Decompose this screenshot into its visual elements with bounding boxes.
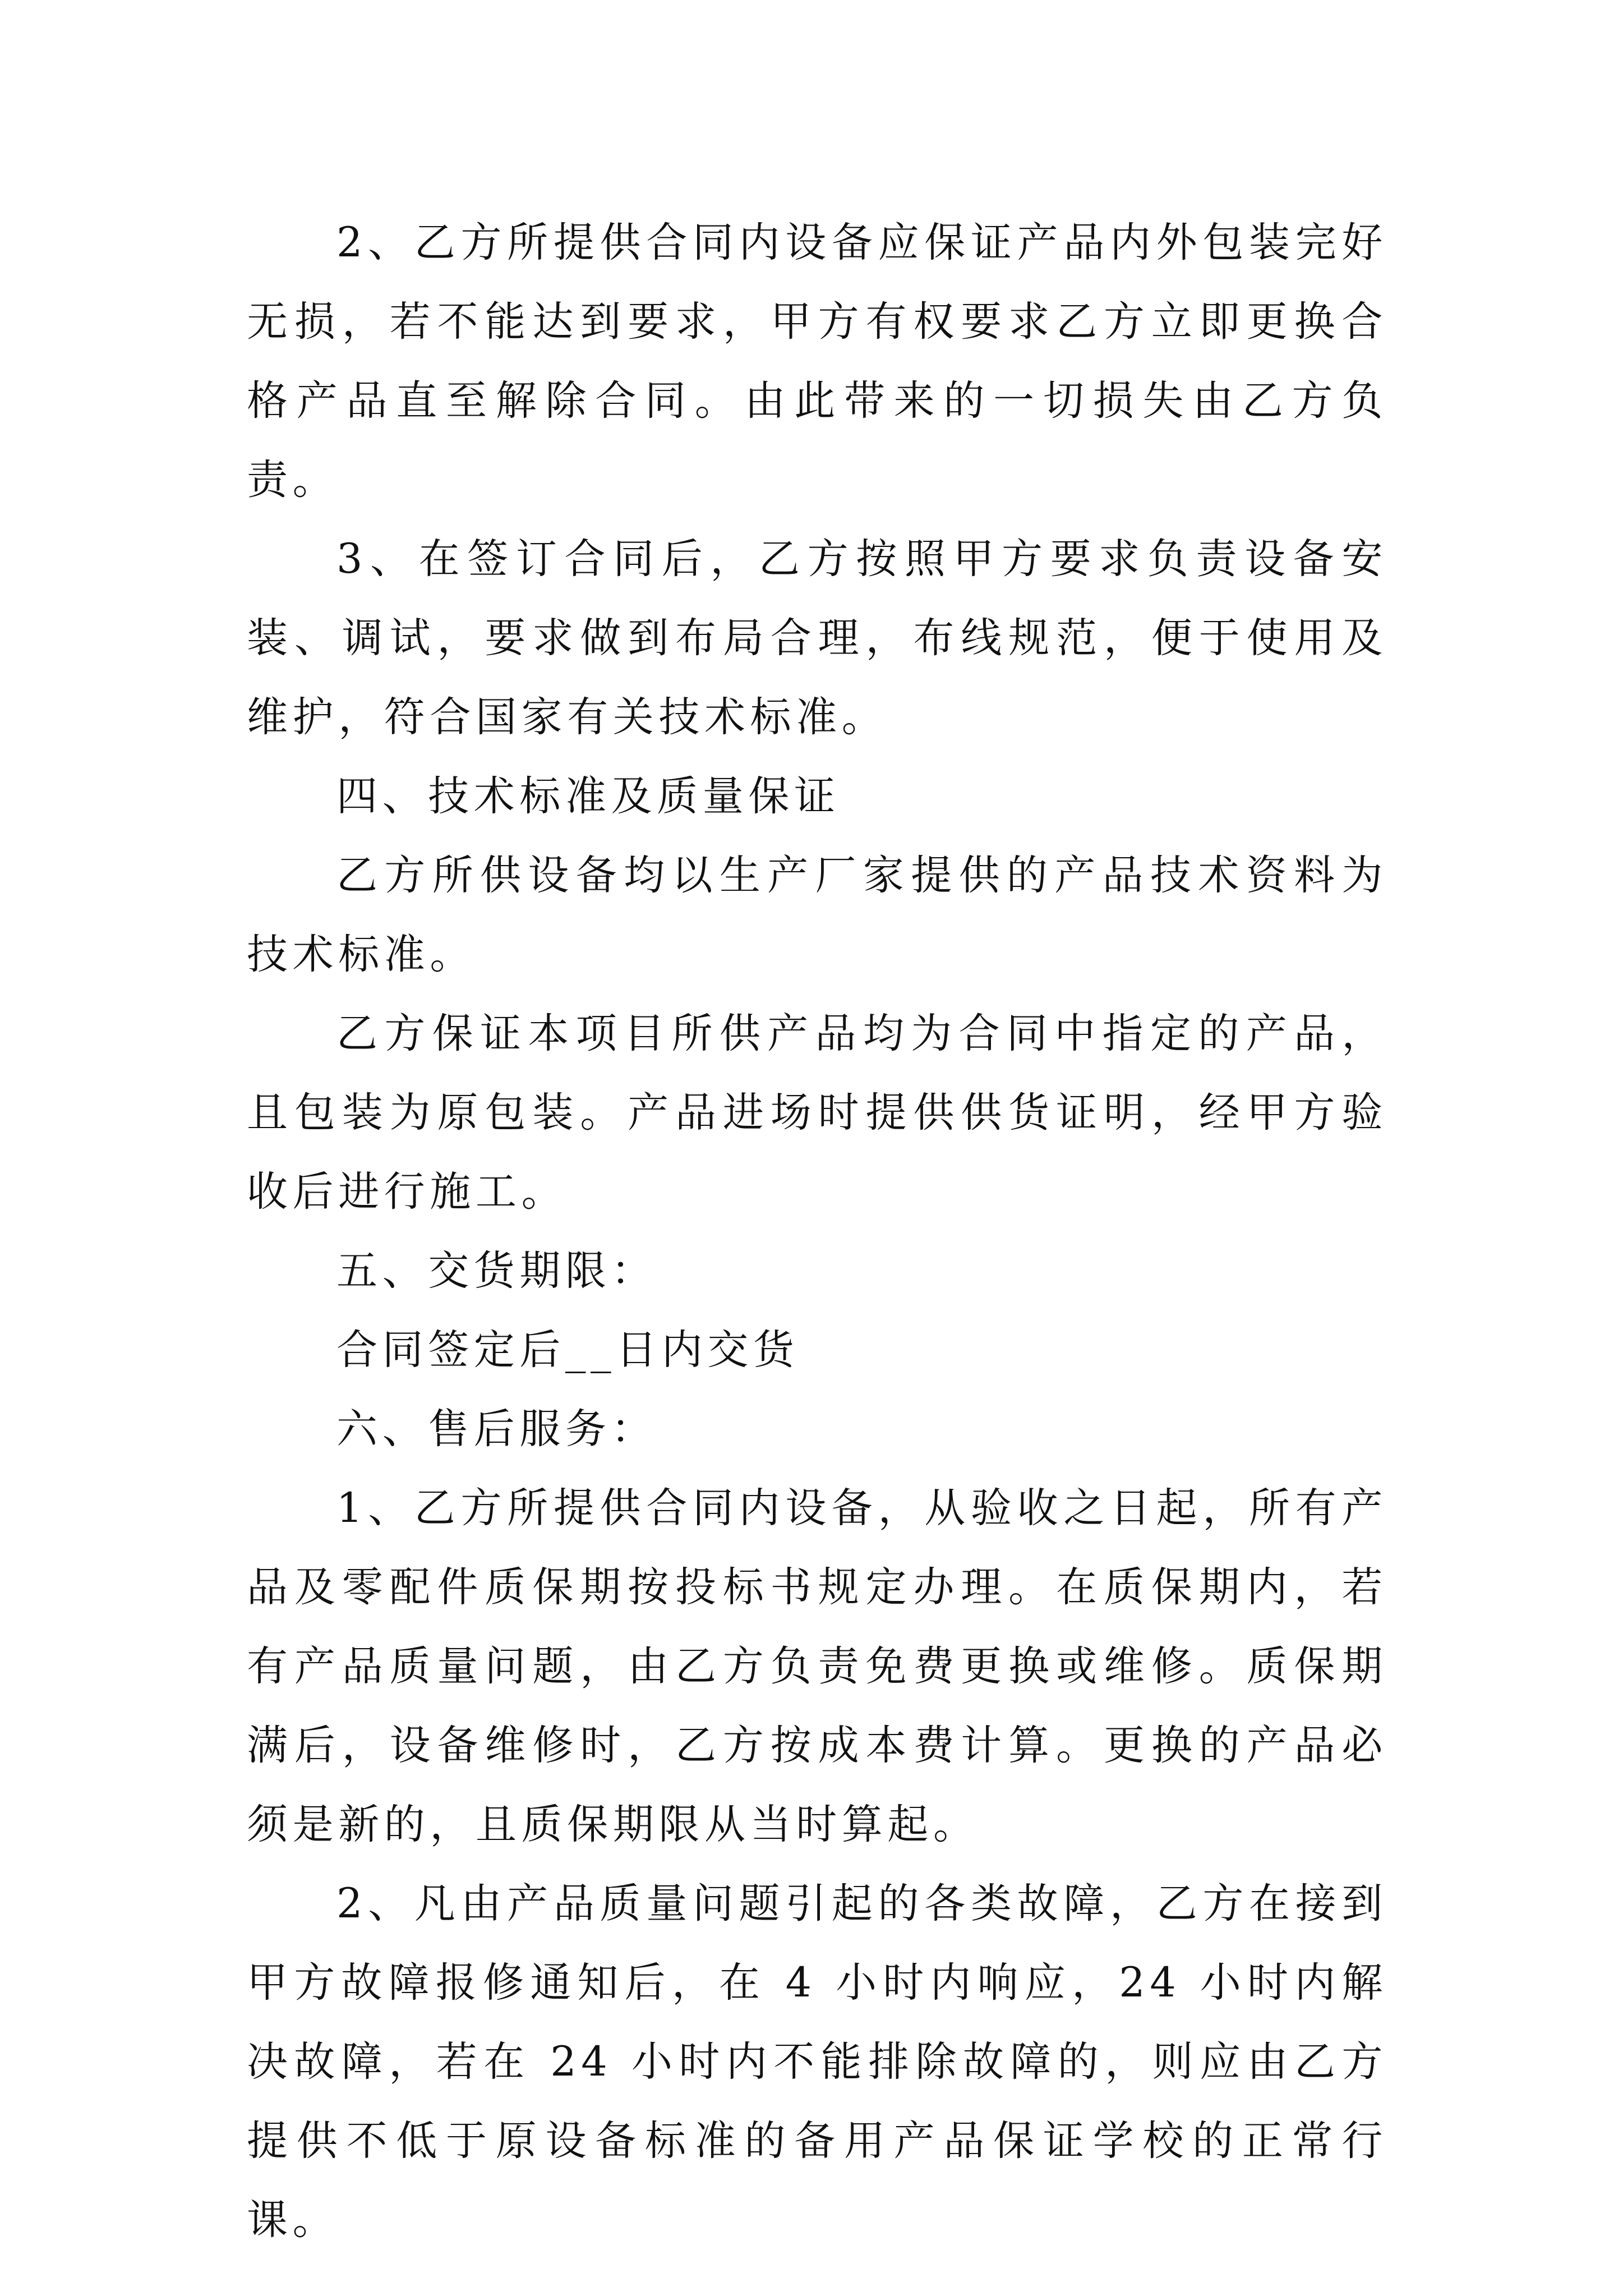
paragraph-service-1: 1、乙方所提供合同内设备，从验收之日起，所有产品及零配件质保期按投标书规定办理。在质保期内，若有产品质量问题，由乙方负责免费更换或维修。质保期满后，设备维修时，乙方按成本费计算。更换的产品必须是新的，且质保期限从当时算起。	[247, 1484, 1387, 1848]
paragraph-quality-guarantee: 乙方保证本项目所供产品均为合同中指定的产品，且包装为原包装。产品进场时提供供货证明，经甲方验收后进行施工。	[247, 1010, 1387, 1216]
document-body	[247, 203, 1387, 2260]
section-heading-6: 六、售后服务：	[336, 1405, 657, 1453]
paragraph-technical-standard: 乙方所供设备均以生产厂家提供的产品技术资料为技术标准。	[247, 852, 1387, 978]
section-heading-4: 四、技术标准及质量保证	[336, 772, 840, 820]
paragraph-clause-3: 3、在签订合同后，乙方按照甲方要求负责设备安装、调试，要求做到布局合理，布线规范，便于使用及维护，符合国家有关技术标准。	[247, 535, 1387, 741]
section-heading-5: 五、交货期限：	[336, 1247, 657, 1295]
paragraph-clause-2: 2、乙方所提供合同内设备应保证产品内外包装完好无损，若不能达到要求，甲方有权要求乙方立即更换合格产品直至解除合同。由此带来的一切损失由乙方负责。	[247, 219, 1387, 504]
paragraph-service-2: 2、凡由产品质量问题引起的各类故障，乙方在接到甲方故障报修通知后，在 4 小时内响应，24 小时内解决故障，若在 24 小时内不能排除故障的，则应由乙方提供不低于原设备标准的备用产品保证学校的正常行课。	[247, 1880, 1387, 2244]
paragraph-delivery-term: 合同签定后__日内交货	[336, 1326, 799, 1374]
